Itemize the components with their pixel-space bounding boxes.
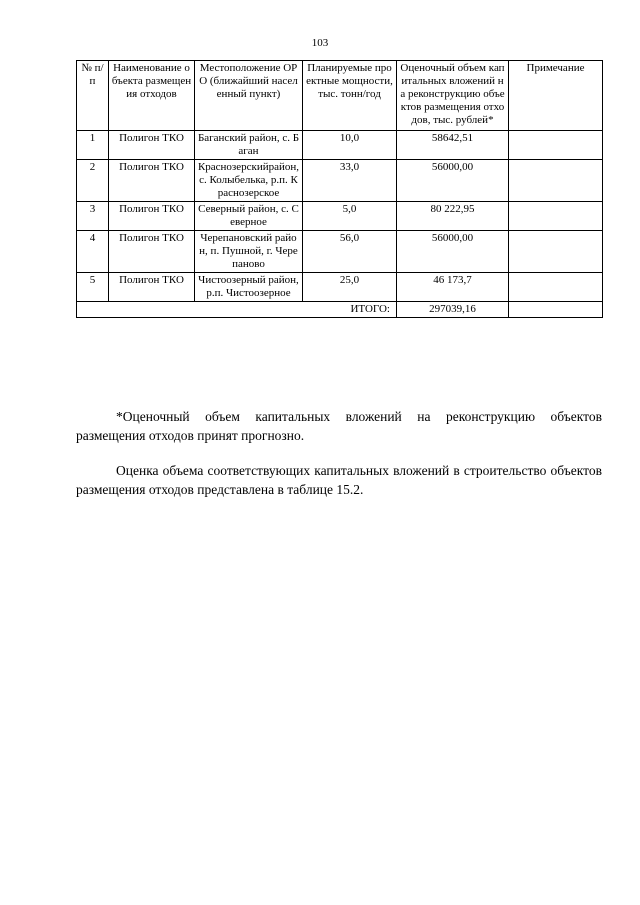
cell-capacity: 25,0 <box>303 273 397 302</box>
cell-investment: 56000,00 <box>397 160 509 202</box>
cell-note <box>509 202 603 231</box>
page-number: 103 <box>311 37 329 49</box>
footnote: *Оценочный объем капитальных вложений на реконструкцию объектов размещения отходов принят прогнозно. <box>76 409 602 443</box>
total-value: 297039,16 <box>397 302 509 318</box>
cell-note <box>509 231 603 273</box>
cell-note <box>509 273 603 302</box>
cell-note <box>509 160 603 202</box>
cell-num: 4 <box>77 231 109 273</box>
cell-name: Полигон ТКО <box>109 131 195 160</box>
table-row <box>77 231 603 273</box>
cell-investment: 80 222,95 <box>397 202 509 231</box>
cell-num: 5 <box>77 273 109 302</box>
cell-note <box>509 131 603 160</box>
waste-facilities-table <box>76 60 603 318</box>
table-header-row <box>77 61 603 131</box>
cell-capacity: 10,0 <box>303 131 397 160</box>
cell-name: Полигон ТКО <box>109 160 195 202</box>
total-note <box>509 302 603 318</box>
cell-num: 2 <box>77 160 109 202</box>
cell-name: Полигон ТКО <box>109 231 195 273</box>
cell-capacity: 5,0 <box>303 202 397 231</box>
table-row <box>77 131 603 160</box>
cell-location: Черепановский район, п. Пушной, г. Черепаново <box>195 231 303 273</box>
header-name: Наименование объекта размещения отходов <box>109 61 195 131</box>
cell-investment: 46 173,7 <box>397 273 509 302</box>
body-paragraph: Оценка объема соответствующих капитальных вложений в строительство объектов размещения отходов представлена в таблице 15.2. <box>76 463 602 497</box>
cell-location: Северный район, с. Северное <box>195 202 303 231</box>
header-num: № п/п <box>77 61 109 131</box>
cell-location: Краснозерскийрайон, с. Колыбелька, р.п. Краснозерское <box>195 160 303 202</box>
cell-location: Баганский район, с. Баган <box>195 131 303 160</box>
header-note: Примечание <box>509 61 603 131</box>
table-row <box>77 202 603 231</box>
cell-name: Полигон ТКО <box>109 273 195 302</box>
cell-location: Чистоозерный район, р.п. Чистоозерное <box>195 273 303 302</box>
cell-investment: 56000,00 <box>397 231 509 273</box>
cell-capacity: 56,0 <box>303 231 397 273</box>
cell-num: 1 <box>77 131 109 160</box>
cell-capacity: 33,0 <box>303 160 397 202</box>
table-row <box>77 160 603 202</box>
cell-num: 3 <box>77 202 109 231</box>
table-total-row <box>77 302 603 318</box>
table-row <box>77 273 603 302</box>
total-label: ИТОГО: <box>77 302 397 318</box>
cell-name: Полигон ТКО <box>109 202 195 231</box>
header-capacity: Планируемые проектные мощности, тыс. тонн/год <box>303 61 397 131</box>
header-location: Местоположение ОРО (ближайший населенный пункт) <box>195 61 303 131</box>
header-investment: Оценочный объем капитальных вложений на реконструкцию объектов размещения отходов, тыс. рублей* <box>397 61 509 131</box>
cell-investment: 58642,51 <box>397 131 509 160</box>
